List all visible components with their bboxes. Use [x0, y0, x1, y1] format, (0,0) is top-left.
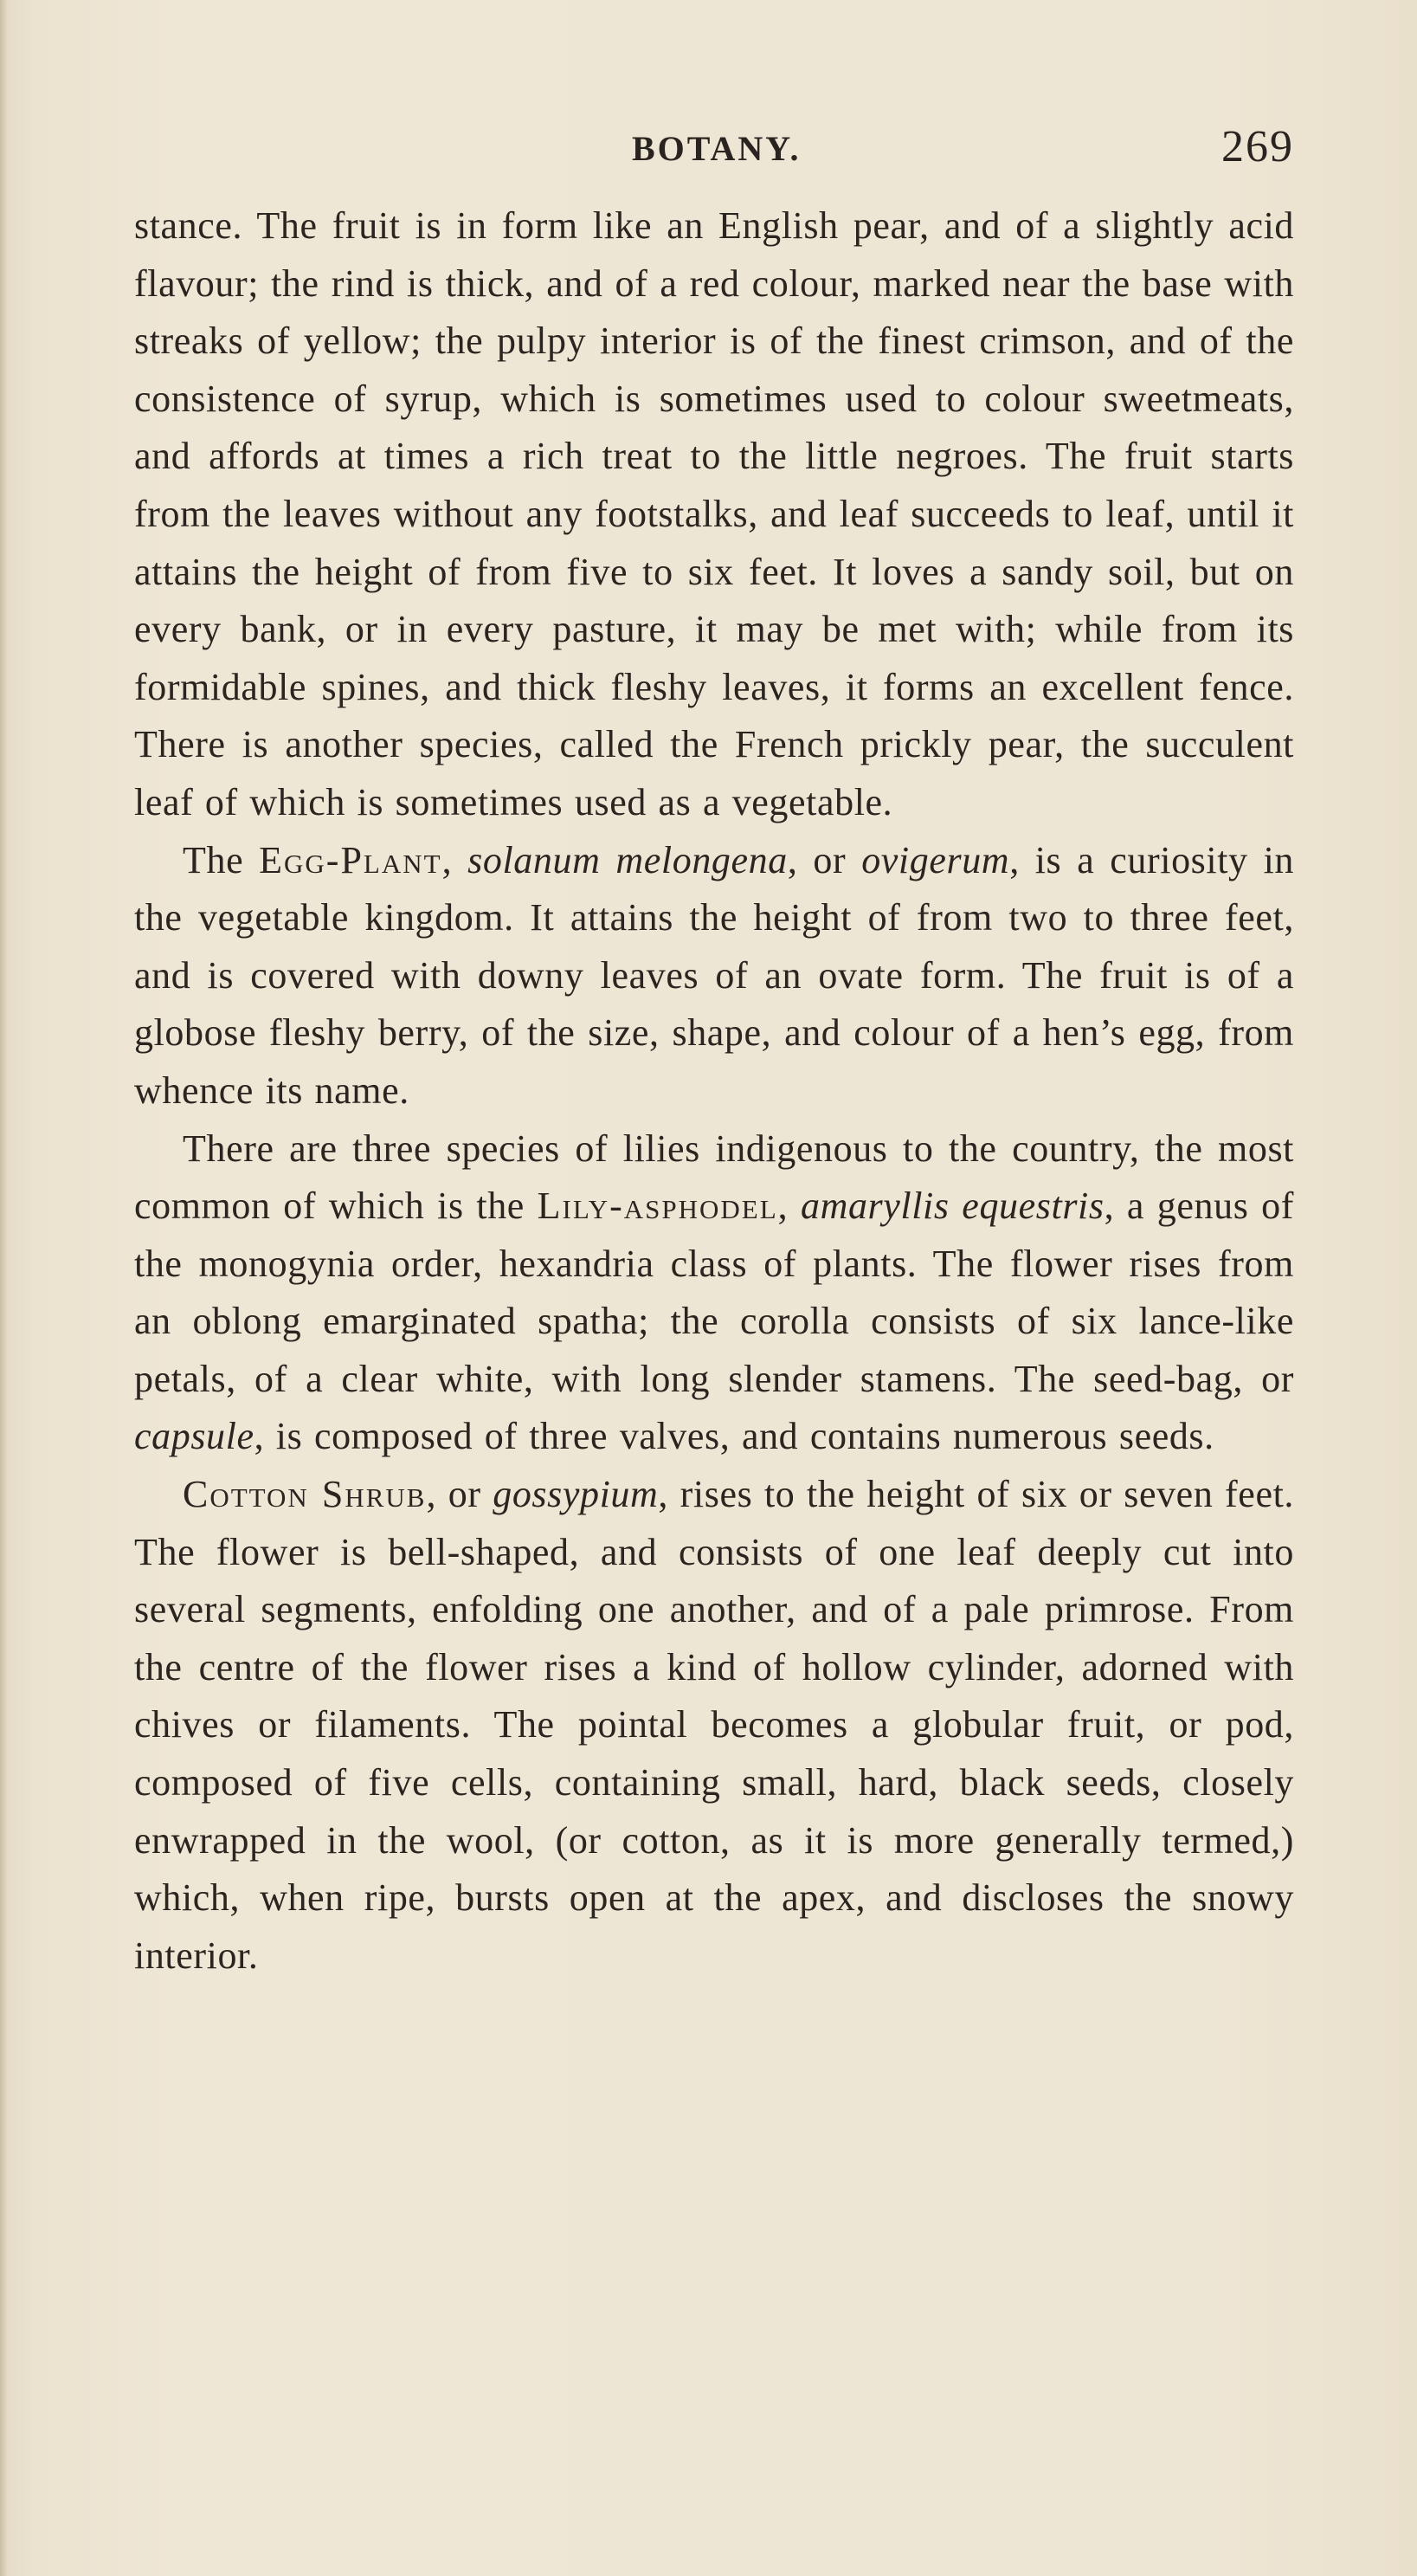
plant-name-small-caps: Egg-Plant — [259, 838, 442, 881]
paragraph-cotton-shrub — [134, 1466, 1294, 1985]
paragraph-lily-asphodel — [134, 1120, 1294, 1467]
paragraph-text: stance. The fruit is in form like an English pear, and of a slightly acid flavour; the rind is thick, and of a red colour, marked near the base with streaks of yellow; the pulpy interior is of the finest crimson, and of the consistence of syrup, which is sometimes used to colour sweetmeats, and affords at times a rich treat to the little negroes. The fruit starts from the leaves without any footstalks, and leaf succeeds to leaf, until it attains the height of from five to six feet. It loves a sandy soil, but on every bank, or in every pasture, it may be met with; while from its formidable spines, and thick fleshy leaves, it forms an excellent fence. There is another species, called the French prickly pear, the succulent leaf of which is sometimes used as a vegetable. — [134, 204, 1294, 823]
running-title: BOTANY. — [632, 129, 802, 168]
paragraph-text: , is composed of three valves, and contains numerous seeds. — [254, 1415, 1214, 1458]
latin-name: amaryllis equestris — [800, 1185, 1105, 1228]
page-binding-edge — [0, 0, 7, 2576]
paragraph-egg-plant — [134, 832, 1294, 1120]
paragraph-text: , — [441, 838, 468, 881]
paragraph-text: , or — [787, 838, 862, 881]
paragraph-text: , is a curiosity in the vegetable kingdom. It attains the height of from two to three feet, and is covered with downy leaves of an ovate form. The fruit is of a globose fleshy berry, of the size, shape, and colour of a hen’s egg, from whence its name. — [134, 838, 1295, 1112]
plant-name-small-caps: Lily-asphodel — [537, 1185, 778, 1228]
latin-name: solanum melongena — [467, 838, 788, 881]
latin-name: ovigerum — [861, 838, 1010, 881]
paragraph-text: , rises to the height of six or seven feet. The flower is bell-shaped, and consists of one leaf deeply cut into several segments, enfolding one another, and of a pale primrose. From the centre of the flower rises a kind of hollow cylinder, adorned with chives or filaments. The pointal becomes a globular fruit, or pod, composed of five cells, containing small, hard, black seeds, closely enwrapped in the wool, (or cotton, as it is more generally termed,) which, when ripe, bursts open at the apex, and discloses the snowy interior. — [134, 1473, 1294, 1977]
plant-name-small-caps: Cotton Shrub — [183, 1473, 427, 1516]
paragraph-prickly-pear — [134, 197, 1294, 832]
page-number: 269 — [1221, 122, 1294, 171]
latin-name: gossypium — [493, 1473, 659, 1516]
paragraph-text: , — [777, 1185, 801, 1228]
running-header — [134, 121, 1294, 173]
italic-term: capsule — [134, 1415, 254, 1458]
body-text — [134, 197, 1294, 1985]
paragraph-text: The — [183, 838, 260, 881]
paragraph-text: There are three species of lilies indigenous to the country, the most common of which is the — [134, 1127, 1294, 1228]
paragraph-text: , or — [426, 1473, 493, 1516]
paragraph-text: , a genus of the monogynia order, hexandria class of plants. The flower rises from an oblong emarginated spatha; the corolla consists of six lance-like petals, of a clear white, with long slender stamens. The seed-bag, or — [134, 1185, 1294, 1400]
